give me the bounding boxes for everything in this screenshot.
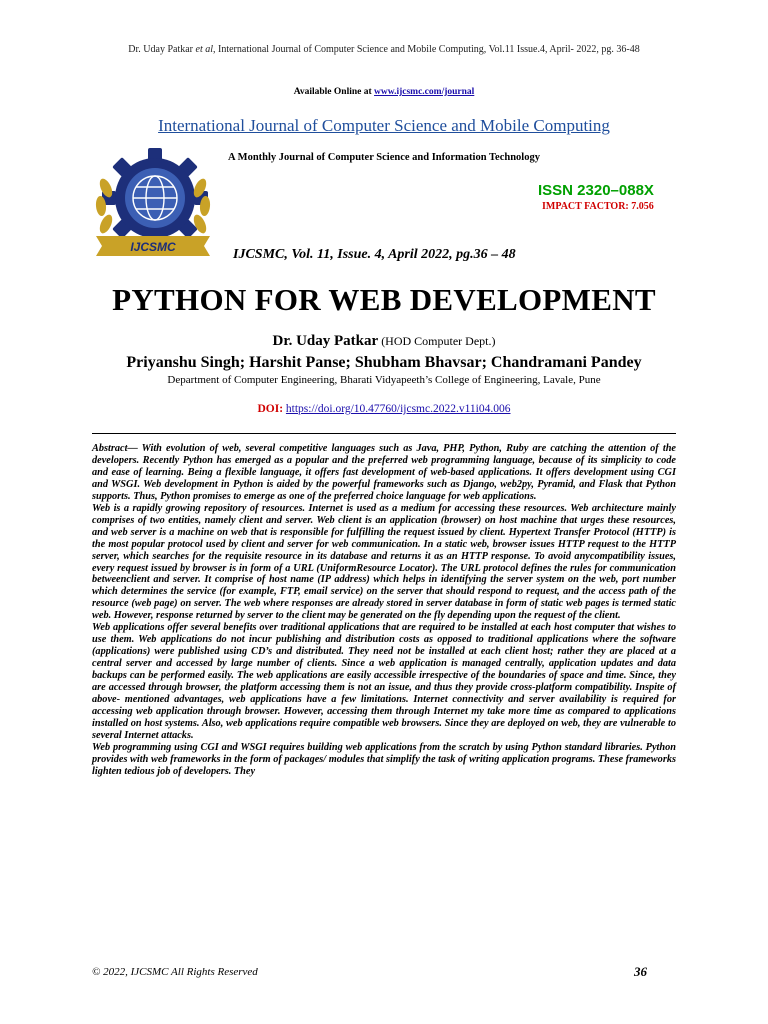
co-authors: Priyanshu Singh; Harshit Panse; Shubham Bhavsar; Chandramani Pandey bbox=[126, 354, 642, 371]
issn-number: ISSN 2320–088X bbox=[538, 182, 654, 199]
availability-prefix: Available Online at bbox=[293, 87, 375, 97]
running-header-citation: , International Journal of Computer Science and Mobile Computing, Vol.11 Issue.4, April- 2022, pg. 36-48 bbox=[213, 44, 640, 55]
abstract-paragraph: Abstract— With evolution of web, several competitive languages such as Java, PHP, Python, Ruby are catching the attention of the developers. Recently Python has emerged as a popular and the preferred web programming language, because of its simplicity to code and ease of learning. Being a flexible language, it offers fast development of web-based applications. It offers development using CGI and WSGI. Web development in Python is aided by the powerful frameworks such as Django, web2py, Pyramid, and Flask that Python supports. Thus, Python promises to emerge as one of the preferred choice language for web applications. bbox=[92, 443, 676, 502]
lead-author-name: Dr. Uday Patkar bbox=[272, 333, 379, 349]
volume-info: IJCSMC, Vol. 11, Issue. 4, April 2022, pg.36 – 48 bbox=[233, 247, 516, 262]
doi-link[interactable]: https://doi.org/10.47760/ijcsmc.2022.v11i04.006 bbox=[285, 403, 511, 415]
copyright-footer: © 2022, IJCSMC All Rights Reserved bbox=[92, 966, 258, 978]
journal-title[interactable]: International Journal of Computer Science and Mobile Computing bbox=[158, 116, 610, 135]
running-header-author: Dr. Uday Patkar bbox=[128, 44, 193, 55]
availability-line bbox=[0, 87, 768, 97]
impact-factor: IMPACT FACTOR: 7.056 bbox=[542, 201, 654, 212]
journal-subtitle: A Monthly Journal of Computer Science and Information Technology bbox=[228, 152, 540, 163]
lead-author-role: (HOD Computer Dept.) bbox=[378, 334, 496, 348]
body-paragraph: Web is a rapidly growing repository of resources. Internet is used as a medium for accessing these resources. Web architecture mainly comprises of two entities, namely client and server. Web client is an application (browser) on host machine that urges these resources, and web server is a machine on web that is responsible for fulfilling the request issued by client. Hypertext Transfer Protocol (HTTP) is the most popular protocol used by client and server for web communication. In a static web, browser issues HTTP request to the HTTP server, which searches for the requisite resource in its database and returns it as an HTTP response. To avoid anycompatibility issues, every request issued by browser is in form of a URL (UniformResource Locator). The URL protocol defines the rules for communication betweenclient and server. It comprise of host name (IP address) which helps in identifying the server system on the web, port number which determines the service (for example, FTP, email service) on the server that should respond to request, and the access path of the resource (web page) on server. The web where responses are already stored in server database in form of static web pages is termed static web. However, response returned by server to the client may be generated on the fly depending upon the request of the client. bbox=[92, 502, 676, 622]
journal-url-link[interactable]: www.ijcsmc.com/journal bbox=[374, 87, 475, 97]
doi-label: DOI: bbox=[257, 403, 286, 415]
doi-line bbox=[0, 403, 768, 415]
page-number: 36 bbox=[634, 964, 647, 979]
logo-text: IJCSMC bbox=[130, 240, 176, 254]
body-paragraph: Web applications offer several benefits over traditional applications that are required to be installed at each host computer that wishes to use them. Web applications do not incur publishing and distribution costs as opposed to traditional applications where the software (applications) were published using CD’s and distributed. They need not be installed at each client host; rather they are placed at a central server and accessed by large number of clients. Since a web application is managed centrally, application updates and data backups can be performed easily. The web applications are easily accessible irrespective of the boundaries of space and time. Since, they are accessed through browser, the platform accessing them is not an issue, and thus they provide cross-platform compatibility. Inspite of above- mentioned advantages, web applications have a few limitations. Internet connectivity and server availability is required for accessing web application through browser. However, accessing them through Internet my take more time as compared to applications installed on host systems. Also, web applications require compatible web browsers. Since they are deployed on web, they are vulnerable to several Internet attacks. bbox=[92, 622, 676, 741]
lead-author bbox=[0, 333, 768, 350]
running-header-etal: et al bbox=[195, 44, 213, 55]
paper-title: PYTHON FOR WEB DEVELOPMENT bbox=[112, 282, 656, 317]
running-header bbox=[0, 44, 768, 55]
body-paragraph: Web programming using CGI and WSGI requires building web applications from the scratch by using Python standard libraries. Python provides with web frameworks in the form of packages/ modules that simplify the task of writing application programs. These frameworks lighten tedious job of developers. They bbox=[92, 741, 676, 777]
abstract-divider bbox=[92, 433, 676, 434]
abstract-body bbox=[92, 443, 676, 778]
ijcsmc-logo bbox=[88, 148, 218, 266]
affiliation: Department of Computer Engineering, Bharati Vidyapeeth’s College of Engineering, Lavale, Pune bbox=[167, 374, 601, 386]
